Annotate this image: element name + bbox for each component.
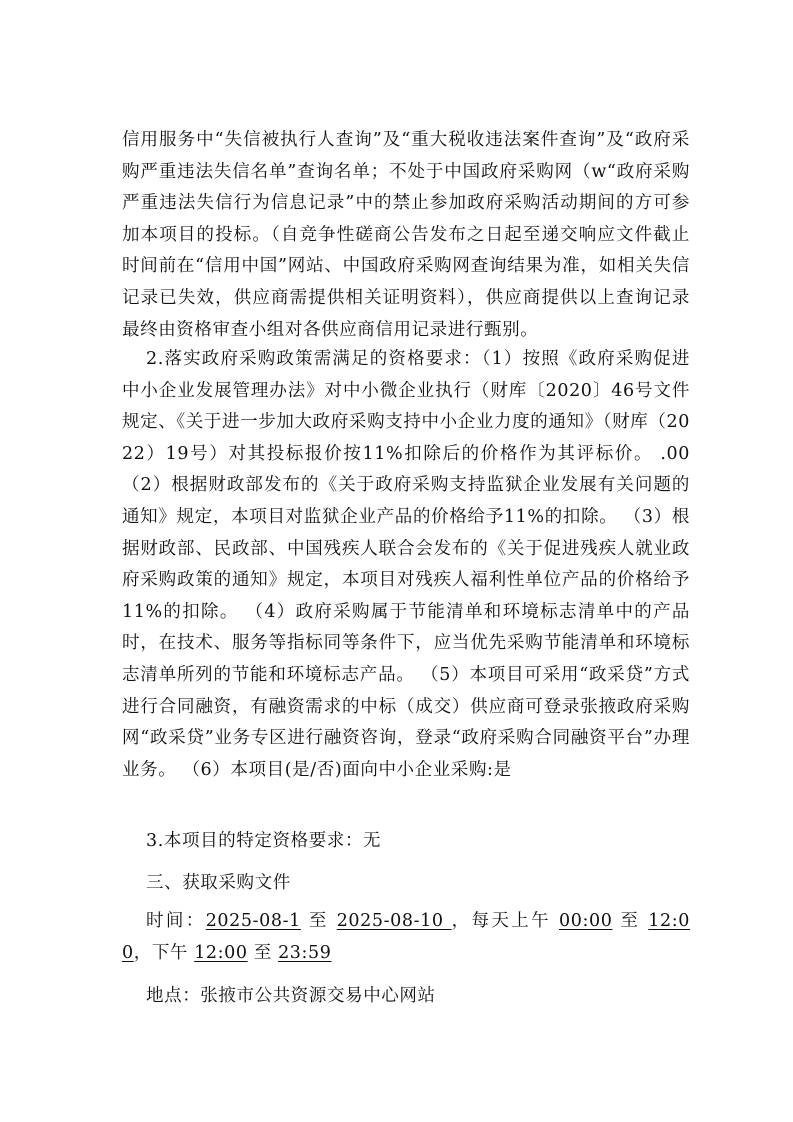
- paragraph-specific-requirements: 3.本项目的特定资格要求：无: [146, 831, 382, 851]
- start-date: 2025-08-1: [205, 911, 301, 931]
- to-text: 至: [247, 942, 279, 963]
- pm-end-time: 23:59: [278, 942, 332, 963]
- to-text: 至: [612, 911, 649, 931]
- section-heading: 三、获取采购文件: [146, 873, 291, 893]
- paragraph-time: [122, 906, 690, 969]
- paragraph-credit-requirements: 信用服务中“失信被执行人查询”及“重大税收违法案件查询”及“政府采购严重违法失信名单”查询名单；不处于中国政府采购网（w“政府采购严重违法失信行为信息记录”中的禁止参加政府采购活动期间的方可参加本项目的投标。（自竞争性磋商公告发布之日起至递交响应文件截止时间前在“信用中国”网站、中国政府采购网查询结果为准，如相关失信记录已失效，供应商需提供相关证明资料），供应商提供以上查询记录最终由资格审查小组对各供应商信用记录进行甄别。: [122, 130, 690, 340]
- time-label: 时间：: [146, 911, 206, 931]
- paragraph-policy-requirements: 2.落实政府采购政策需满足的资格要求：（1）按照《政府采购促进中小企业发展管理办法》对中小微企业执行（财库〔2020〕46号文件规定、《关于进一步加大政府采购支持中小企业力度的通知》（财库（2022）19号）对其投标报价按11%扣除后的价格作为其评标价。 .00（2）根据财政部发布的《关于政府采购支持监狱企业发展有关问题的通知》规定，本项目对监狱企业产品的价格给予11%的扣除。 （3）根据财政部、民政部、中国残疾人联合会发布的《关于促进残疾人就业政府采购政策的通知》规定，本项目对残疾人福利性单位产品的价格给予11%的扣除。 （4）政府采购属于节能清单和环境标志清单中的产品时，在技术、服务等指标同等条件下，应当优先采购节能清单和环境标志清单所列的节能和环境标志产品。 （5）本项目可采用“政采贷”方式进行合同融资，有融资需求的中标（成交）供应商可登录张掖政府采购网“政采贷”业务专区进行融资咨询，登录“政府采购合同融资平台”办理业务。 （6）本项目(是/否)面向中小企业采购:是: [122, 349, 690, 780]
- to-text: 至: [300, 911, 337, 931]
- am-end-time: 12:00: [122, 911, 690, 963]
- pm-start-time: 12:00: [194, 942, 248, 963]
- daily-prefix: ，每天上午: [451, 911, 560, 931]
- paragraph-location: 地点：张掖市公共资源交易中心网站: [146, 986, 436, 1006]
- end-date: 2025-08-10: [336, 911, 452, 931]
- pm-prefix: ，下午: [133, 942, 195, 963]
- am-start-time: 00:00: [559, 911, 613, 931]
